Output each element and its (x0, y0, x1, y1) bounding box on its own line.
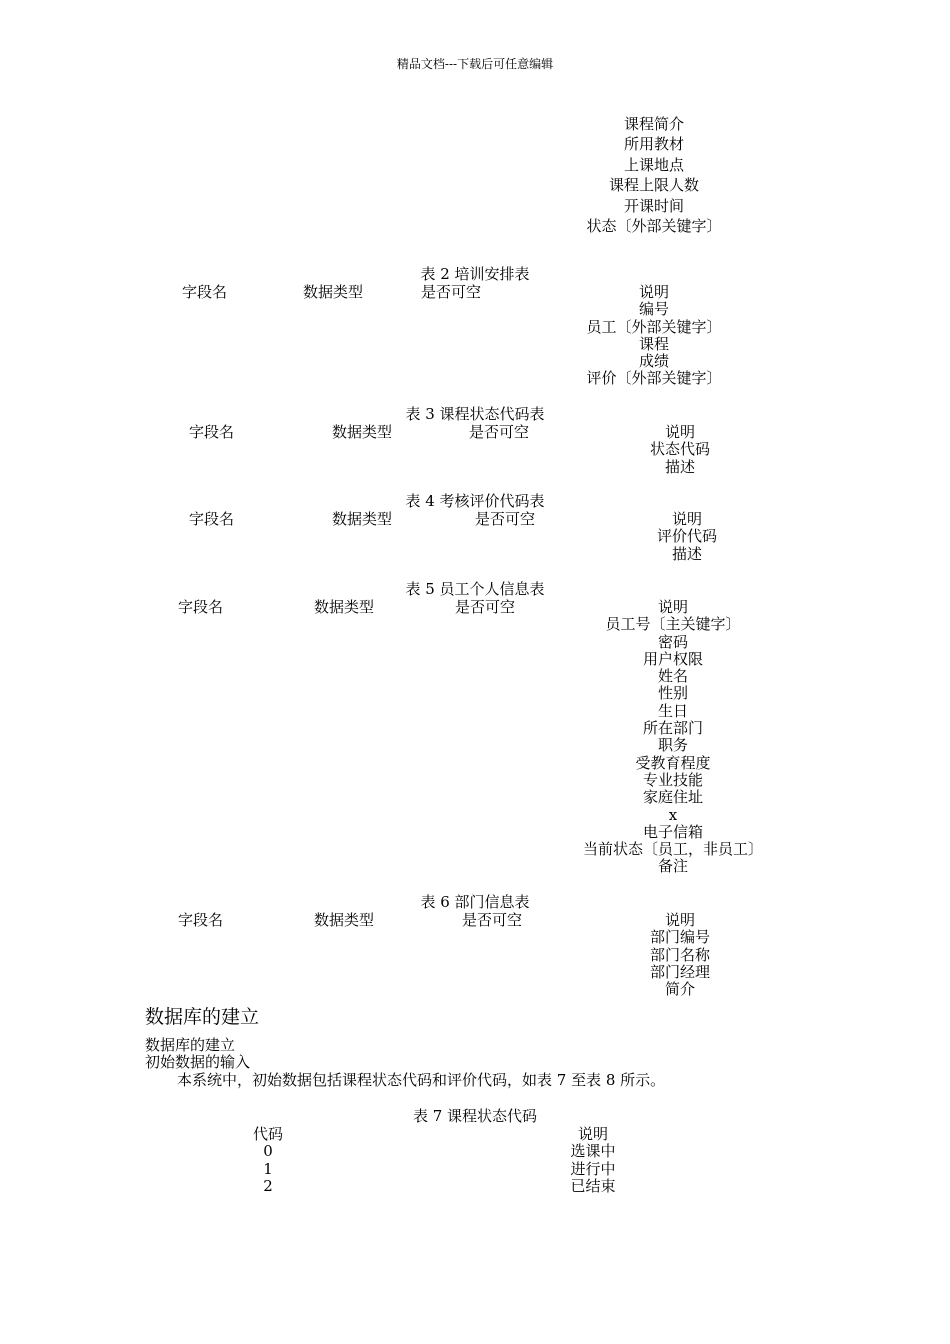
table5-title: 表 5 员工个人信息表 (405, 580, 545, 598)
section-heading: 数据库的建立 (145, 1006, 260, 1028)
table2-col-desc: 说明 (638, 283, 670, 301)
table2-col-type: 数据类型 (303, 283, 364, 301)
table7-code-column (253, 1126, 283, 1195)
table4-col-type: 数据类型 (332, 510, 393, 528)
field-name: 描述 (664, 457, 696, 476)
table1-tail-fields (586, 114, 721, 236)
code-cell: 2 (263, 1176, 273, 1195)
table3-col-type: 数据类型 (332, 423, 393, 441)
field-name: 家庭住址 (642, 788, 704, 807)
desc-cell: 已结束 (570, 1176, 616, 1195)
table4-desc-column (657, 511, 717, 563)
table5-desc-column (583, 599, 763, 876)
table6-col-field: 字段名 (178, 911, 224, 929)
table6-desc-column (650, 912, 710, 998)
table3-desc-column (650, 424, 710, 476)
desc-cell: 进行中 (570, 1159, 616, 1178)
table3-title: 表 3 课程状态代码表 (405, 405, 545, 423)
field-name: 课程简介 (623, 115, 685, 133)
page-header: 精品文档---下载后可任意编辑 (396, 57, 554, 71)
table7-desc-column (570, 1126, 615, 1195)
table5-col-desc: 说明 (657, 598, 689, 616)
table2-col-field: 字段名 (182, 283, 228, 301)
field-name: 状态〔外部关键字〕 (586, 217, 722, 236)
field-name: 生日 (657, 701, 689, 720)
field-name: 部门名称 (649, 945, 711, 964)
field-name: 性别 (657, 684, 689, 703)
field-name: 描述 (671, 544, 703, 563)
field-name: 受教育程度 (635, 753, 711, 772)
field-name: 所用教材 (623, 135, 685, 154)
field-name: 备注 (657, 857, 689, 876)
table4-col-null: 是否可空 (475, 510, 536, 528)
field-name: 当前状态〔员工，非员工〕 (582, 840, 764, 859)
field-name: 职务 (657, 736, 689, 755)
table7-col-code: 代码 (252, 1125, 284, 1143)
table3-col-null: 是否可空 (469, 423, 530, 441)
body-paragraph: 本系统中，初始数据包括课程状态代码和评价代码，如表 7 至表 8 所示。 (177, 1071, 666, 1089)
table5-col-type: 数据类型 (314, 598, 375, 616)
field-name: 用户权限 (642, 649, 704, 668)
table4-col-field: 字段名 (189, 510, 235, 528)
table7-col-desc: 说明 (577, 1125, 609, 1143)
field-name: 姓名 (657, 667, 689, 686)
field-name: 评价代码 (656, 527, 718, 546)
field-name: 编号 (638, 300, 670, 319)
field-name: 开课时间 (623, 196, 685, 215)
field-name: 课程上限人数 (608, 176, 700, 195)
desc-cell: 选课中 (570, 1142, 616, 1161)
field-name: 所在部门 (642, 719, 704, 738)
table5-col-null: 是否可空 (455, 598, 516, 616)
field-name: 成绩 (638, 352, 670, 371)
table6-title: 表 6 部门信息表 (420, 893, 530, 911)
field-name: 部门经理 (649, 962, 711, 981)
field-name: 简介 (664, 980, 696, 999)
code-cell: 1 (263, 1159, 273, 1178)
field-name: 状态代码 (649, 440, 711, 459)
table4-title: 表 4 考核评价代码表 (405, 492, 545, 510)
field-name: 部门编号 (649, 928, 711, 947)
subsection-line: 初始数据的输入 (145, 1053, 251, 1071)
field-name: 密码 (657, 632, 689, 651)
table5-col-field: 字段名 (178, 598, 224, 616)
field-name: 员工〔外部关键字〕 (586, 317, 722, 336)
field-name: 上课地点 (623, 155, 685, 174)
table2-desc-column (586, 284, 721, 388)
field-name: 员工号〔主关键字〕 (605, 615, 741, 634)
field-name: 课程 (638, 334, 670, 353)
table3-col-field: 字段名 (189, 423, 235, 441)
table4-col-desc: 说明 (671, 510, 703, 528)
table2-title: 表 2 培训安排表 (420, 265, 530, 283)
table6-col-null: 是否可空 (462, 911, 523, 929)
code-cell: 0 (263, 1142, 273, 1161)
subsection-line: 数据库的建立 (145, 1036, 236, 1054)
table6-col-type: 数据类型 (314, 911, 375, 929)
field-name: 评价〔外部关键字〕 (586, 369, 722, 388)
field-name: 专业技能 (642, 770, 704, 789)
table7-title: 表 7 课程状态代码 (412, 1107, 538, 1125)
table6-col-desc: 说明 (664, 911, 696, 929)
table3-col-desc: 说明 (664, 423, 696, 441)
table2-col-null: 是否可空 (421, 283, 482, 301)
field-name: x (668, 805, 678, 824)
field-name: 电子信箱 (642, 822, 704, 841)
